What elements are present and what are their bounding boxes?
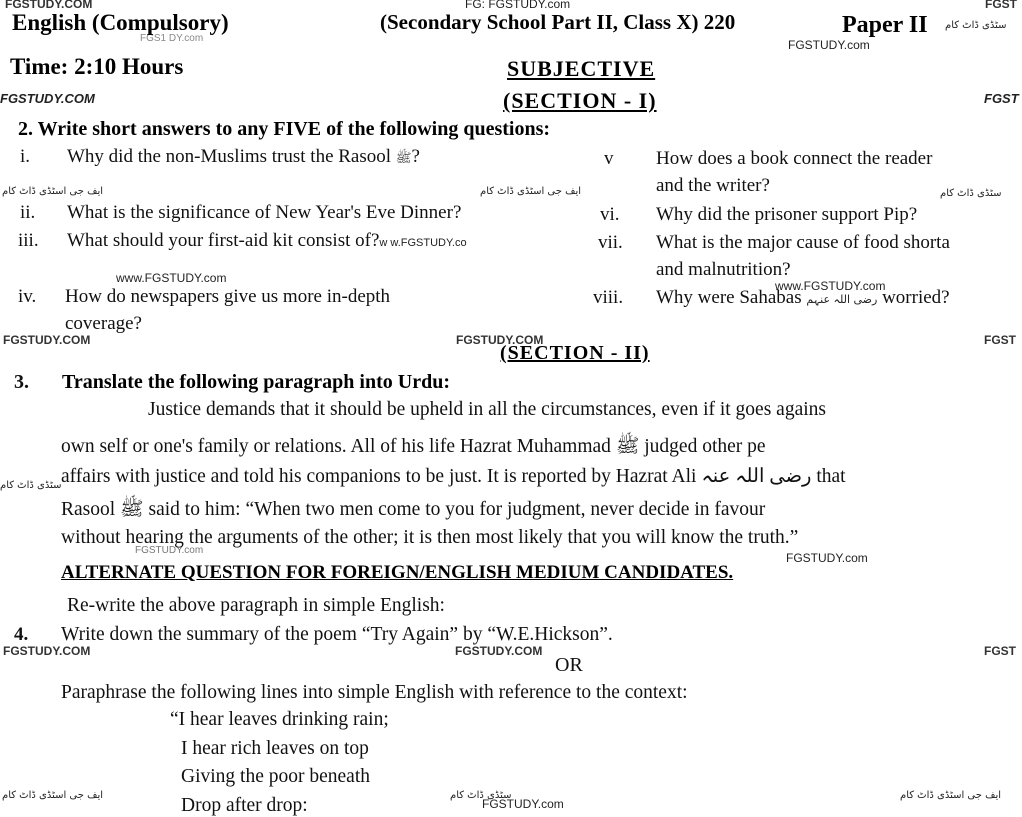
paragraph-line: Justice demands that it should be upheld in all the circumstances, even if it goes agains <box>148 399 826 420</box>
alternate-instruction: Re-write the above paragraph in simple English: <box>67 595 445 616</box>
watermark-urdu: سٹڈی ڈاٹ کام <box>0 480 62 491</box>
poem-line: I hear rich leaves on top <box>181 738 369 759</box>
paragraph-line: without hearing the arguments of the other; it is then most likely that you will know the truth.” <box>61 527 799 548</box>
watermark: FGSTUDY.com <box>135 545 204 556</box>
watermark: FGSTUDY.COM <box>455 644 543 658</box>
paragraph-line: Rasool ﷺ said to him: “When two men come to you for judgment, never decide in favour <box>61 499 766 520</box>
question-number: 2. <box>18 118 33 140</box>
question-4-text: Write down the summary of the poem “Try Again” by “W.E.Hickson”. <box>61 624 613 645</box>
item-number: viii. <box>593 287 624 308</box>
item-number: iv. <box>18 286 37 307</box>
watermark: FGST <box>985 0 1017 11</box>
short-question-iii: What should your first-aid kit consist of?w w.FGSTUDY.co <box>67 230 467 251</box>
item-number: ii. <box>20 202 36 223</box>
watermark: FGSTUDY.com <box>788 38 870 52</box>
watermark-urdu: ایف جی اسٹڈی ڈاٹ کام <box>480 186 582 197</box>
item-number: iii. <box>18 230 39 251</box>
watermark-urdu: سٹڈی ڈاٹ کام <box>450 790 512 801</box>
watermark: FGS1 DY.com <box>140 33 204 44</box>
short-question-ii: What is the significance of New Year's Eve Dinner? <box>67 202 462 223</box>
watermark: FGSTUDY.COM <box>3 644 91 658</box>
item-number: i. <box>20 146 31 167</box>
section-1-heading: (SECTION - I) <box>503 88 657 113</box>
short-question-iv: How do newspapers give us more in-depth <box>65 286 391 307</box>
exam-time: Time: 2:10 Hours <box>10 54 184 79</box>
item-number: vii. <box>598 232 623 253</box>
watermark: w w.FGSTUDY.co <box>379 237 467 249</box>
watermark: FGST <box>984 644 1016 658</box>
short-question-vii: What is the major cause of food shorta <box>656 232 950 253</box>
paragraph-line: affairs with justice and told his companions to be just. It is reported by Hazrat Ali رضی اللہ عنہ that <box>61 466 846 487</box>
question-instruction: Write short answers to any FIVE of the following questions: <box>37 118 551 140</box>
item-number: vi. <box>600 204 620 225</box>
watermark-urdu: سٹڈی ڈاٹ کام <box>945 20 1007 31</box>
watermark-urdu: ایف جی اسٹڈی ڈاٹ کام <box>2 790 104 801</box>
watermark: www.FGSTUDY.com <box>775 279 886 293</box>
section-2-heading: (SECTION - II) <box>500 342 650 364</box>
watermark: FGSTUDY.COM <box>3 333 91 347</box>
question-number: 4. <box>14 624 29 645</box>
short-question-v-cont: and the writer? <box>656 175 770 196</box>
poem-line: “I hear leaves drinking rain; <box>170 709 389 730</box>
question-number: 3. <box>14 371 29 393</box>
short-question-vi: Why did the prisoner support Pip? <box>656 204 918 225</box>
question-3-instruction: Translate the following paragraph into Urdu: <box>62 371 450 393</box>
watermark: FGSTUDY.COM <box>0 91 95 106</box>
honorific-icon: رضی اللہ عنہم <box>806 293 878 306</box>
alternate-question-heading: ALTERNATE QUESTION FOR FOREIGN/ENGLISH MEDIUM CANDIDATES. <box>61 562 734 583</box>
honorific-icon: ﷺ <box>395 150 412 165</box>
short-question-v: How does a book connect the reader <box>656 148 933 169</box>
watermark-urdu: سٹڈی ڈاٹ کام <box>940 188 1002 199</box>
watermark: FGST <box>984 91 1019 106</box>
subjective-heading: SUBJECTIVE <box>507 56 656 81</box>
poem-line: Giving the poor beneath <box>181 766 370 787</box>
or-divider: OR <box>555 654 583 676</box>
item-number: v <box>604 148 614 169</box>
poem-line: Drop after drop: <box>181 795 308 816</box>
short-question-iv-cont: coverage? <box>65 313 142 334</box>
short-question-i: Why did the non-Muslims trust the Rasool ﷺ? <box>67 146 420 167</box>
watermark: FGSTUDY.COM <box>5 0 93 11</box>
watermark-urdu: ایف جی اسٹڈی ڈاٹ کام <box>900 790 1002 801</box>
watermark: www.FGSTUDY.com <box>116 271 227 285</box>
short-question-vii-cont: and malnutrition? <box>656 259 791 280</box>
paraphrase-instruction: Paraphrase the following lines into simple English with reference to the context: <box>61 682 688 703</box>
watermark-urdu: ایف جی اسٹڈی ڈاٹ کام <box>2 186 104 197</box>
watermark: FGST <box>984 333 1016 347</box>
watermark: FG: FGSTUDY.com <box>465 0 571 11</box>
subject-title: English (Compulsory) <box>12 10 229 35</box>
watermark: FGSTUDY.com <box>786 551 868 565</box>
paper-number: Paper II <box>842 12 928 38</box>
paragraph-line: own self or one's family or relations. All of his life Hazrat Muhammad ﷺ judged other pe <box>61 436 766 457</box>
watermark: FGSTUDY.com <box>482 797 564 811</box>
watermark: FGSTUDY.COM <box>456 333 544 347</box>
question-2-heading <box>18 118 550 141</box>
short-question-viii: Why were Sahabas رضی اللہ عنہم worried? <box>656 287 950 308</box>
exam-level: (Secondary School Part II, Class X) 220 <box>380 10 736 34</box>
